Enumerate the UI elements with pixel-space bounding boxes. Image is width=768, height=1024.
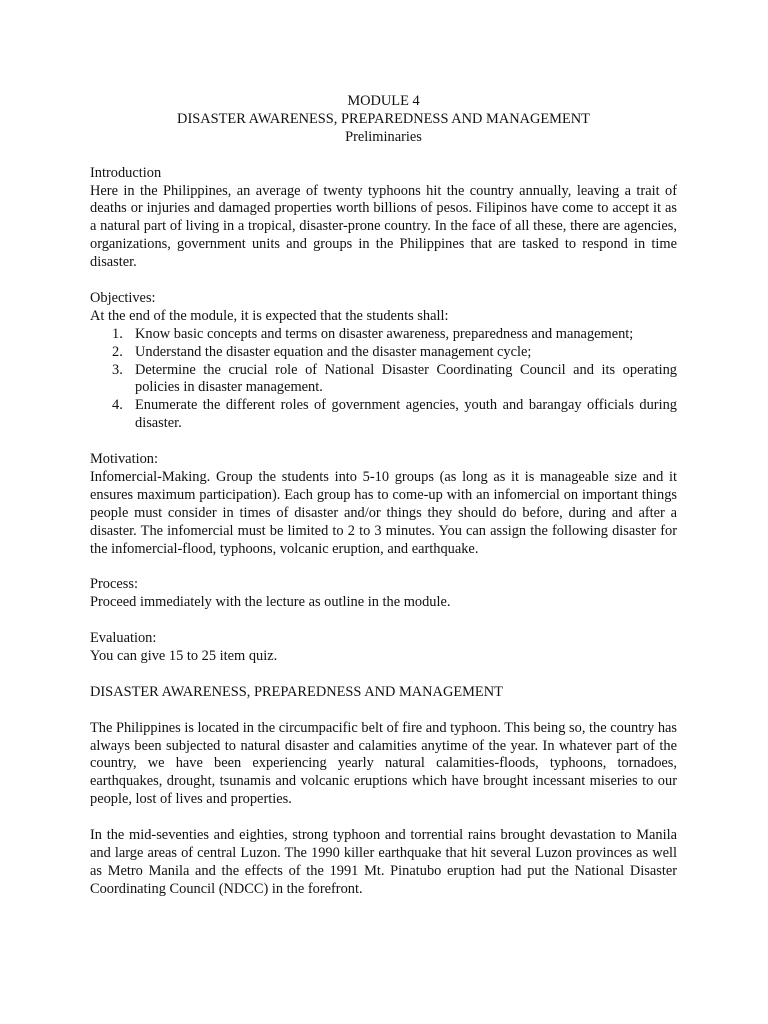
spacer (90, 433, 677, 451)
spacer (90, 702, 677, 720)
spacer (90, 559, 677, 577)
objective-number: 3. (112, 361, 123, 378)
section-heading: DISASTER AWARENESS, PREPAREDNESS AND MANAGEMENT (90, 683, 503, 700)
objective-item (112, 325, 677, 344)
section-paragraph-1: The Philippines is located in the circumpacific belt of fire and typhoon. This being so, the country has always been subjected to natural disaster and calamities anytime of the year. In whatever part of the country, we have been experiencing yearly natural calamities-floods, typhoons, tornadoes, earthquakes, drought, tsunamis and volcanic eruptions which have brought incessant miseries to our people, lost of lives and properties. (90, 719, 677, 808)
spacer (90, 272, 677, 290)
module-number: MODULE 4 (347, 93, 420, 109)
process-heading: Process: (90, 576, 138, 593)
objectives-heading: Objectives: (90, 289, 156, 306)
spacer (90, 809, 677, 827)
module-title: DISASTER AWARENESS, PREPAREDNESS AND MANAGEMENT (177, 110, 590, 127)
section-paragraph-2: In the mid-seventies and eighties, strong typhoon and torrential rains brought devastation to Manila and large areas of central Luzon. The 1990 killer earthquake that hit several Luzon provinces as well as Metro Manila and the effects of the 1991 Mt. Pinatubo eruption had put the National Disaster Coordinating Council (NDCC) in the forefront. (90, 827, 677, 897)
objective-number: 2. (112, 343, 123, 360)
objectives-lead: At the end of the module, it is expected that the students shall: (90, 307, 449, 324)
objective-item (112, 397, 677, 433)
evaluation-heading: Evaluation: (90, 630, 157, 647)
objective-text: Enumerate the different roles of government agencies, youth and barangay officials during disaster. (135, 397, 677, 432)
objectives-list (90, 326, 677, 433)
document-page (90, 93, 677, 899)
module-subtitle: Preliminaries (345, 128, 422, 145)
spacer (90, 147, 677, 165)
process-text: Proceed immediately with the lecture as outline in the module. (90, 594, 451, 611)
motivation-text: Infomercial-Making. Group the students into 5-10 groups (as long as it is manageable size and it ensures maximum participation). Each group has to come-up with an infomercial on important things people must consider in times of disaster and/or things they should do before, during and after a disaster. The infomercial must be limited to 2 to 3 minutes. You can assign the following disaster for the infomercial-flood, typhoons, volcanic eruption, and earthquake. (90, 468, 677, 557)
objective-number: 4. (112, 397, 123, 414)
spacer (90, 666, 677, 684)
objective-text: Determine the crucial role of National Disaster Coordinating Council and its operating policies in disaster management. (135, 361, 677, 396)
introduction-heading: Introduction (90, 164, 162, 181)
objective-text: Understand the disaster equation and the disaster management cycle; (135, 343, 532, 360)
objective-number: 1. (112, 325, 123, 342)
motivation-heading: Motivation: (90, 451, 158, 468)
spacer (90, 612, 677, 630)
objective-item (112, 343, 677, 362)
evaluation-text: You can give 15 to 25 item quiz. (90, 648, 278, 665)
objective-text: Know basic concepts and terms on disaster awareness, preparedness and management; (135, 325, 634, 342)
objective-item (112, 361, 677, 398)
introduction-text: Here in the Philippines, an average of twenty typhoons hit the country annually, leaving a trait of deaths or injuries and damaged properties worth billions of pesos. Filipinos have come to accept it as a natural part of living in a tropical, disaster-prone country. In the face of all these, there are agencies, organizations, government units and groups in the Philippines that are tasked to respond in time disaster. (90, 182, 677, 271)
